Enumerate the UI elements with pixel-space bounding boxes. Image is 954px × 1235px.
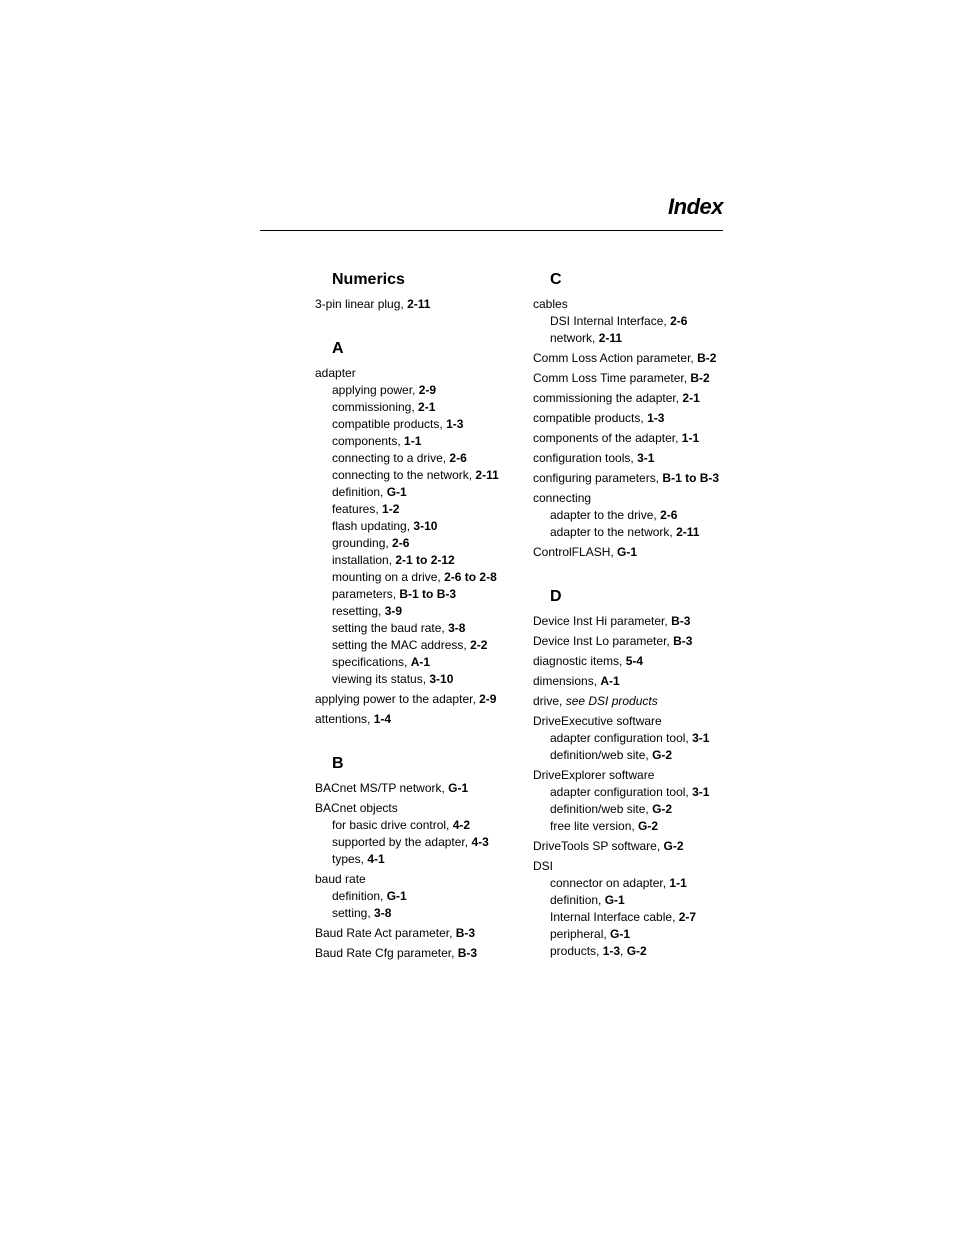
index-entry <box>533 713 743 730</box>
entry-term: DriveTools SP software, <box>533 839 664 853</box>
index-section <box>533 268 743 561</box>
index-entry <box>533 613 743 630</box>
entry-term: definition/web site, <box>550 802 653 816</box>
index-entry <box>533 767 743 784</box>
index-entry <box>533 633 743 650</box>
page-ref: 1-3 <box>602 944 621 958</box>
entry-term: baud rate <box>315 872 366 886</box>
entry-term: Comm Loss Time parameter, <box>533 371 691 385</box>
page-ref: 1-1 <box>404 434 422 448</box>
entry-term: BACnet objects <box>315 801 398 815</box>
page-ref: B-1 to B-3 <box>662 471 720 485</box>
entry-term: adapter to the network, <box>550 525 677 539</box>
entry-term: flash updating, <box>332 519 414 533</box>
index-subentry <box>533 313 743 330</box>
entry-term: peripheral, <box>550 927 611 941</box>
entry-term: Internal Interface cable, <box>550 910 679 924</box>
entry-term: Device Inst Hi parameter, <box>533 614 672 628</box>
index-entry <box>315 925 525 942</box>
index-section <box>315 268 525 313</box>
index-entry <box>315 691 525 708</box>
entry-term: compatible products, <box>332 417 447 431</box>
entry-term: connecting <box>533 491 592 505</box>
index-entry <box>315 365 525 382</box>
index-subentry <box>533 892 743 909</box>
page-ref: 4-2 <box>452 818 471 832</box>
section-heading: D <box>550 588 562 605</box>
entry-term: Baud Rate Cfg parameter, <box>315 946 458 960</box>
page-ref: 2-6 <box>392 536 410 550</box>
index-subentry <box>533 784 743 801</box>
index-section <box>533 585 743 960</box>
page-ref: 3-9 <box>384 604 403 618</box>
page-ref: 4-3 <box>471 835 489 849</box>
index-entry <box>315 945 525 962</box>
index-entry <box>533 673 743 690</box>
entry-term: adapter configuration tool, <box>550 785 693 799</box>
index-entry <box>533 693 743 710</box>
page-ref: 4-1 <box>367 852 385 866</box>
entry-term: commissioning, <box>332 400 419 414</box>
index-subentry <box>315 817 525 834</box>
entry-term: drive, <box>533 694 566 708</box>
index-entry <box>533 544 743 561</box>
index-subentry <box>315 834 525 851</box>
page-ref: G-1 <box>604 893 625 907</box>
index-subentry <box>315 552 525 569</box>
page-ref: 2-11 <box>407 297 431 311</box>
entry-term: cables <box>533 297 568 311</box>
index-subentry <box>315 569 525 586</box>
page-ref: G-2 <box>626 944 647 958</box>
page-ref: 1-3 <box>647 411 665 425</box>
page-ref: 2-6 <box>660 508 678 522</box>
page-ref: 3-1 <box>637 451 655 465</box>
page-ref: G-2 <box>652 802 673 816</box>
entry-term: configuration tools, <box>533 451 638 465</box>
entry-term: applying power, <box>332 383 419 397</box>
index-section <box>315 337 525 728</box>
section-heading: B <box>332 755 344 772</box>
index-entry <box>533 470 743 487</box>
entry-term: grounding, <box>332 536 393 550</box>
index-subentry <box>533 730 743 747</box>
index-entry <box>533 450 743 467</box>
entry-term: applying power to the adapter, <box>315 692 480 706</box>
page-ref: B-3 <box>455 926 476 940</box>
index-subentry <box>315 620 525 637</box>
page-ref: 2-11 <box>598 331 623 345</box>
page-ref: 1-2 <box>382 502 400 516</box>
index-subentry <box>315 654 525 671</box>
index-subentry <box>315 637 525 654</box>
index-subentry <box>533 818 743 835</box>
page-ref: G-2 <box>638 819 659 833</box>
entry-term: installation, <box>332 553 396 567</box>
index-entry <box>533 410 743 427</box>
section-heading: C <box>550 271 562 288</box>
page-ref: A-1 <box>410 655 431 669</box>
index-entry <box>533 370 743 387</box>
index-subentry <box>533 801 743 818</box>
page-ref: 3-8 <box>374 906 392 920</box>
page-ref: 2-2 <box>470 638 488 652</box>
index-subentry <box>315 450 525 467</box>
entry-term: adapter to the drive, <box>550 508 661 522</box>
page-ref: 3-1 <box>692 731 710 745</box>
index-subentry <box>315 382 525 399</box>
entry-term: connecting to a drive, <box>332 451 450 465</box>
page-ref: 3-10 <box>413 519 438 533</box>
entry-term: diagnostic items, <box>533 654 626 668</box>
index-entry <box>533 430 743 447</box>
page-ref: 1-3 <box>446 417 464 431</box>
page-ref: G-2 <box>663 839 684 853</box>
page-ref: 2-9 <box>479 692 497 706</box>
entry-term: features, <box>332 502 383 516</box>
entry-term: specifications, <box>332 655 411 669</box>
index-subentry <box>315 467 525 484</box>
index-subentry <box>315 671 525 688</box>
entry-term: DSI Internal Interface, <box>550 314 671 328</box>
entry-term: resetting, <box>332 604 385 618</box>
entry-term: setting, <box>332 906 375 920</box>
see-reference: see DSI products <box>565 694 658 708</box>
entry-term: definition, <box>332 889 387 903</box>
entry-term: supported by the adapter, <box>332 835 472 849</box>
entry-term: ControlFLASH, <box>533 545 618 559</box>
entry-term: free lite version, <box>550 819 639 833</box>
entry-term: network, <box>550 331 599 345</box>
entry-term: connector on adapter, <box>550 876 670 890</box>
entry-term: definition, <box>332 485 387 499</box>
page-ref: 2-6 <box>449 451 467 465</box>
page-ref: 5-4 <box>625 654 644 668</box>
entry-term: BACnet MS/TP network, <box>315 781 449 795</box>
section-heading: Numerics <box>332 271 405 288</box>
index-entry <box>533 490 743 507</box>
page-ref: 1-4 <box>373 712 392 726</box>
entry-term: definition, <box>550 893 605 907</box>
page-ref: 1-1 <box>669 876 687 890</box>
page-ref: B-3 <box>673 634 693 648</box>
index-subentry <box>315 586 525 603</box>
index-subentry <box>315 905 525 922</box>
index-entry <box>533 350 743 367</box>
index-subentry <box>533 909 743 926</box>
page-ref: B-1 to B-3 <box>399 587 457 601</box>
entry-term: viewing its status, <box>332 672 430 686</box>
index-entry <box>315 871 525 888</box>
index-entry <box>533 653 743 670</box>
entry-term: types, <box>332 852 368 866</box>
index-subentry <box>315 416 525 433</box>
page-ref: 3-10 <box>429 672 454 686</box>
page-ref: 2-1 <box>418 400 436 414</box>
index-entry <box>533 390 743 407</box>
page-ref: 2-1 to 2-12 <box>395 553 455 567</box>
entry-term: setting the baud rate, <box>332 621 449 635</box>
title-rule <box>260 230 723 231</box>
index-subentry <box>315 888 525 905</box>
index-entry <box>315 800 525 817</box>
index-subentry <box>533 875 743 892</box>
entry-term: for basic drive control, <box>332 818 453 832</box>
index-subentry <box>533 747 743 764</box>
index-subentry <box>533 330 743 347</box>
index-subentry <box>533 926 743 943</box>
index-subentry <box>533 524 743 541</box>
entry-term: DriveExplorer software <box>533 768 655 782</box>
page-ref: B-3 <box>671 614 691 628</box>
page-ref: 2-6 to 2-8 <box>444 570 497 584</box>
entry-term: definition/web site, <box>550 748 653 762</box>
page-ref: 3-8 <box>448 621 466 635</box>
entry-term: 3-pin linear plug, <box>315 297 408 311</box>
index-subentry <box>315 518 525 535</box>
entry-term: dimensions, <box>533 674 601 688</box>
entry-term: components, <box>332 434 405 448</box>
page-ref: G-2 <box>652 748 673 762</box>
page-ref: G-1 <box>448 781 469 795</box>
index-section <box>315 752 525 962</box>
page-ref: G-1 <box>610 927 631 941</box>
entry-term: attentions, <box>315 712 374 726</box>
page-ref: G-1 <box>617 545 638 559</box>
page-ref: 2-11 <box>475 468 499 482</box>
page-ref: 2-6 <box>670 314 688 328</box>
entry-term: DriveExecutive software <box>533 714 662 728</box>
page-ref: A-1 <box>600 674 620 688</box>
index-subentry <box>315 433 525 450</box>
page-ref: 2-9 <box>418 383 437 397</box>
page-ref: 1-1 <box>681 431 700 445</box>
index-subentry <box>533 943 743 960</box>
index-subentry <box>315 603 525 620</box>
page-ref: 2-7 <box>678 910 697 924</box>
index-entry <box>315 780 525 797</box>
entry-term: products, <box>550 944 603 958</box>
entry-term: adapter <box>315 366 356 380</box>
entry-term: Comm Loss Action parameter, <box>533 351 698 365</box>
ref-separator: , <box>620 944 627 958</box>
index-entry <box>315 296 525 313</box>
entry-term: components of the adapter, <box>533 431 682 445</box>
entry-term: adapter configuration tool, <box>550 731 693 745</box>
entry-term: Baud Rate Act parameter, <box>315 926 456 940</box>
index-column-right <box>533 268 743 984</box>
index-entry <box>315 711 525 728</box>
index-subentry <box>533 507 743 524</box>
index-subentry <box>315 399 525 416</box>
index-subentry <box>315 501 525 518</box>
page-ref: G-1 <box>386 889 407 903</box>
index-entry <box>533 838 743 855</box>
entry-term: mounting on a drive, <box>332 570 445 584</box>
entry-term: Device Inst Lo parameter, <box>533 634 674 648</box>
page-ref: 2-1 <box>682 391 700 405</box>
page-ref: 3-1 <box>692 785 710 799</box>
index-entry <box>533 858 743 875</box>
entry-term: connecting to the network, <box>332 468 476 482</box>
index-subentry <box>315 851 525 868</box>
section-heading: A <box>332 340 344 357</box>
index-subentry <box>315 484 525 501</box>
page-ref: B-2 <box>690 371 710 385</box>
entry-term: DSI <box>533 859 554 873</box>
entry-term: configuring parameters, <box>533 471 663 485</box>
entry-term: parameters, <box>332 587 400 601</box>
page-title: Index <box>668 194 723 219</box>
page-ref: 2-11 <box>676 525 700 539</box>
entry-term: commissioning the adapter, <box>533 391 683 405</box>
page-ref: G-1 <box>386 485 407 499</box>
page-ref: B-3 <box>457 946 478 960</box>
index-column-left <box>315 268 525 986</box>
page-ref: B-2 <box>697 351 717 365</box>
index-subentry <box>315 535 525 552</box>
index-entry <box>533 296 743 313</box>
entry-term: setting the MAC address, <box>332 638 471 652</box>
entry-term: compatible products, <box>533 411 648 425</box>
